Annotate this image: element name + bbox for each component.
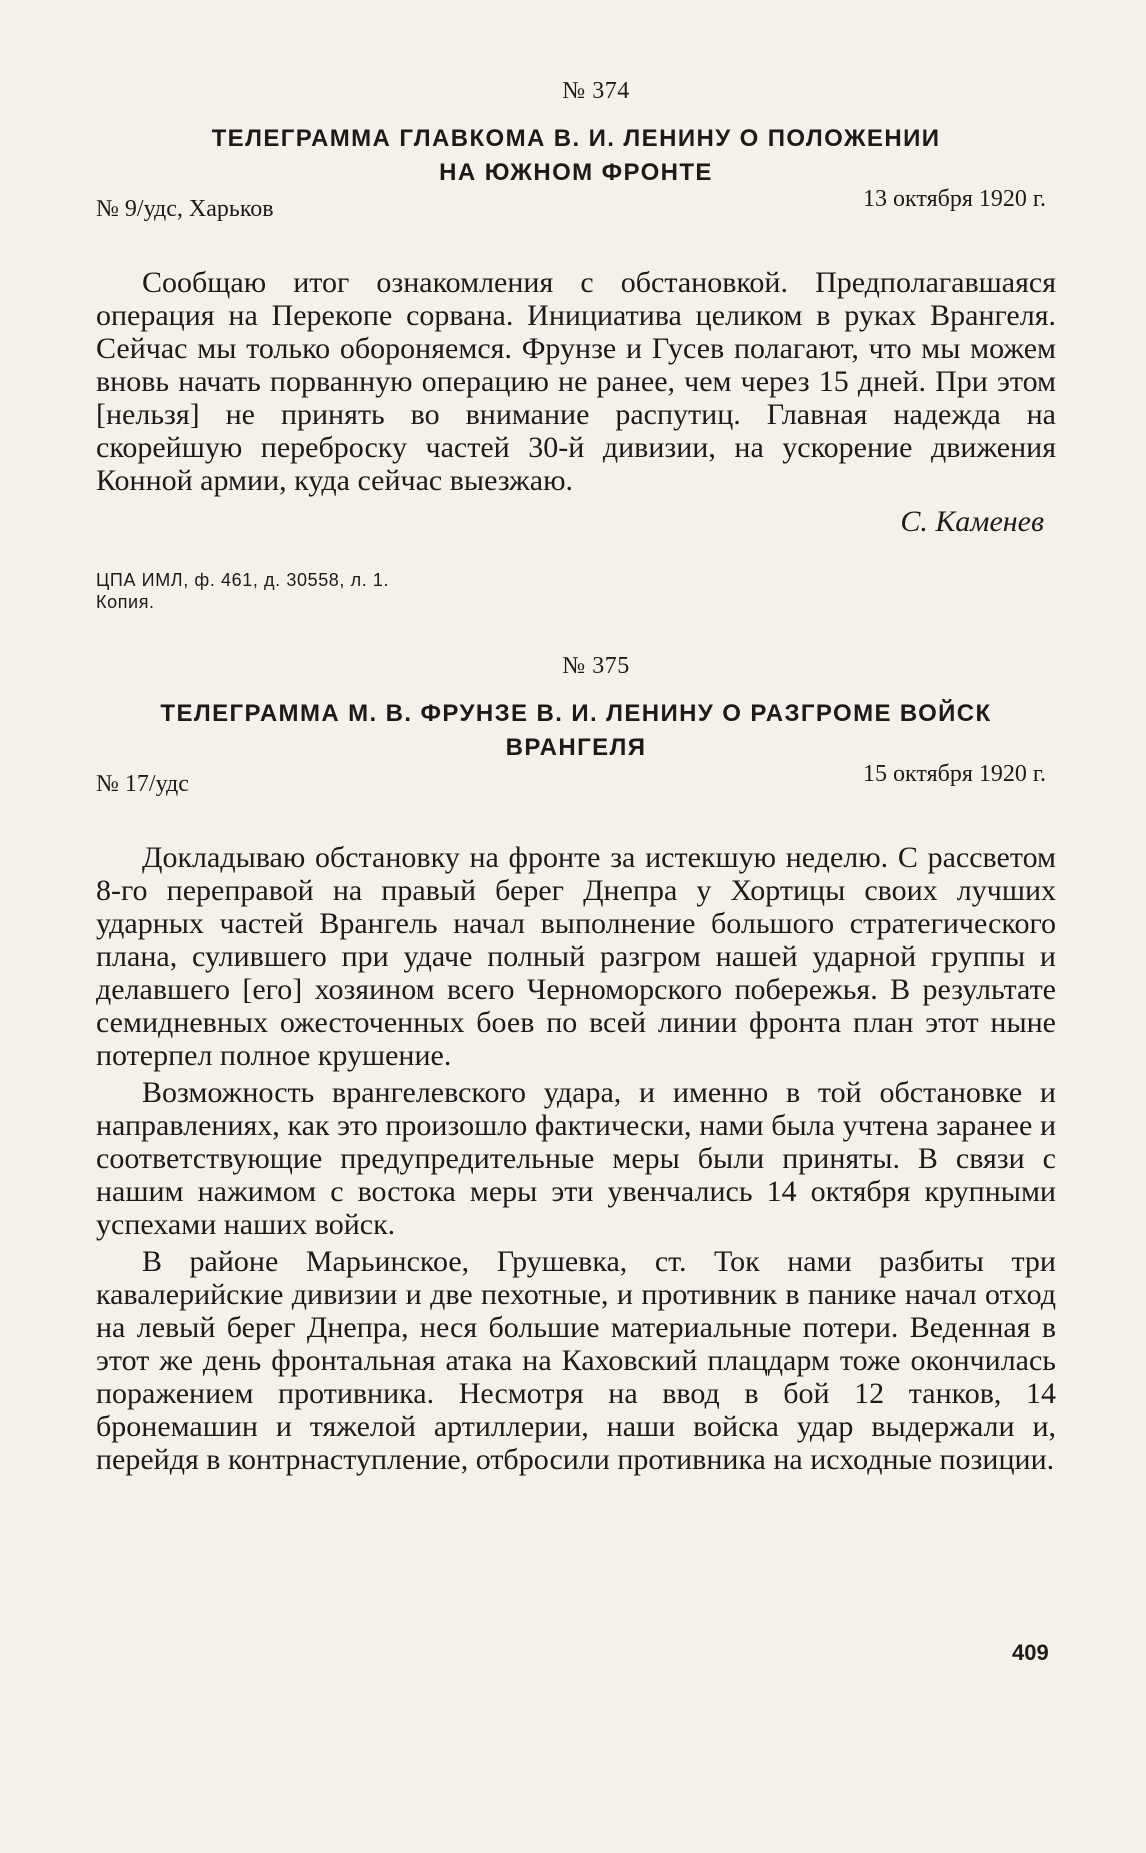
document-title-line-1: ТЕЛЕГРАММА ГЛАВКОМА В. И. ЛЕНИНУ О ПОЛОЖЕНИИ <box>211 125 941 152</box>
document-title-line-2: ВРАНГЕЛЯ <box>505 734 647 761</box>
document-title <box>96 697 1056 765</box>
document-374 <box>96 76 1056 613</box>
document-meta <box>96 761 1056 799</box>
document-date: 13 октября 1920 г. <box>863 186 1046 212</box>
page <box>96 76 1056 1476</box>
body-paragraph: Возможность врангелевского удара, и именно в той обстановке и направлениях, как это произошло фактически, нами была учтена заранее и соответствующие предупредительные меры были приняты. В связи с нашим нажимом с востока меры эти увенчались 14 октября крупными успехами наших войск. <box>96 1076 1056 1241</box>
document-date: 15 октября 1920 г. <box>863 761 1046 787</box>
body-paragraph: В районе Марьинское, Грушевка, ст. Ток нами разбиты три кавалерийские дивизии и две пехотные, и противник в панике начал отход на левый берег Днепра, неся большие материальные потери. Веденная в этот же день фронтальная атака на Каховский плацдарм тоже окончилась поражением противника. Несмотря на ввод в бой 12 танков, 14 бронемашин и тяжелой артиллерии, наши войска удар выдержали и, перейдя в контрнаступление, отбросили противника на исходные позиции. <box>96 1245 1056 1476</box>
document-reference: № 17/удс <box>96 771 189 797</box>
document-body <box>96 266 1056 497</box>
archive-source <box>96 569 1056 613</box>
document-375 <box>96 651 1056 1476</box>
signature: С. Каменев <box>900 505 1044 538</box>
page-number: 409 <box>1012 1640 1049 1665</box>
document-reference: № 9/удс, Харьков <box>96 196 274 222</box>
document-number: № 375 <box>562 653 630 679</box>
body-paragraph: Докладываю обстановку на фронте за истекшую неделю. С рассветом 8-го переправой на правый берег Днепра у Хортицы своих лучших ударных частей Врангель начал выполнение большого стратегического плана, сулившего при удаче полный разгром нашей ударной группы и делавшего [его] хозяином всего Черноморского побережья. В результате семидневных ожесточенных боев по всей линии фронта план этот ныне потерпел полное крушение. <box>96 841 1056 1072</box>
document-title-line-2: НА ЮЖНОМ ФРОНТЕ <box>439 159 713 186</box>
document-number: № 374 <box>562 78 630 104</box>
document-body <box>96 841 1056 1476</box>
body-paragraph: Сообщаю итог ознакомления с обстановкой. Предполагавшаяся операция на Перекопе сорвана. Инициатива целиком в руках Врангеля. Сейчас мы только обороняемся. Фрунзе и Гусев полагают, что мы можем вновь начать порванную операцию не ранее, чем через 15 дней. При этом [нельзя] не принять во внимание распутиц. Главная надежда на скорейшую переброску частей 30-й дивизии, на ускорение движения Конной армии, куда сейчас выезжаю. <box>96 266 1056 497</box>
archive-reference: ЦПА ИМЛ, ф. 461, д. 30558, л. 1. <box>96 570 390 590</box>
document-title-line-1: ТЕЛЕГРАММА М. В. ФРУНЗЕ В. И. ЛЕНИНУ О РАЗГРОМЕ ВОЙСК <box>160 700 992 727</box>
document-title <box>96 122 1056 190</box>
copy-note: Копия. <box>96 592 155 612</box>
document-meta <box>96 186 1056 224</box>
